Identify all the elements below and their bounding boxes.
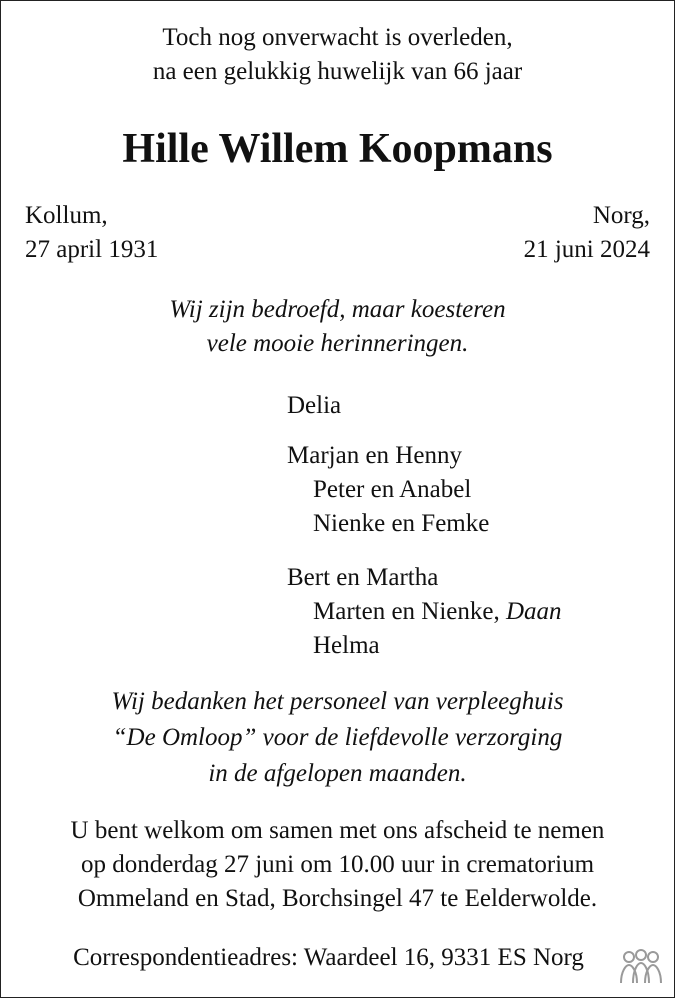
birth-place: Kollum, [25, 202, 108, 229]
farewell-line-2: op donderdag 27 juni om 10.00 uur in crematorium [80, 851, 595, 878]
child-family-1: Marjan en Henny [287, 442, 462, 469]
thanks-line-3: in de afgelopen maanden. [208, 760, 467, 787]
death-place: Norg, [592, 202, 650, 229]
spouse-name: Delia [287, 392, 342, 419]
deceased-name: Hille Willem Koopmans [122, 126, 553, 172]
grandchildren-4: Helma [313, 632, 380, 659]
grandchildren-3-names: Marten en Nienke, [313, 598, 506, 625]
intro-line-2: na een gelukkig huwelijk van 66 jaar [152, 58, 523, 85]
birth-date: 27 april 1931 [25, 236, 159, 263]
grandchildren-1: Peter en Anabel [313, 476, 472, 503]
child-family-2: Bert en Martha [287, 564, 439, 591]
death-date: 21 juni 2024 [523, 236, 650, 263]
sentiment-line-1: Wij zijn bedroefd, maar koesteren [169, 296, 506, 323]
grandchildren-2: Nienke en Femke [313, 510, 490, 537]
correspondence-address: Correspondentieadres: Waardeel 16, 9331 ES Norg [73, 944, 584, 971]
sentiment-line-2: vele mooie herinneringen. [206, 330, 469, 357]
great-grandchild-name: Daan [505, 598, 562, 625]
intro-line-1: Toch nog onverwacht is overleden, [162, 24, 513, 51]
people-group-icon [618, 949, 664, 985]
grandchildren-3 [313, 597, 562, 627]
farewell-line-3: Ommeland en Stad, Borchsingel 47 te Eelderwolde. [77, 885, 598, 912]
thanks-line-1: Wij bedanken het personeel van verpleeghuis [111, 688, 564, 715]
thanks-line-2: “De Omloop” voor de liefdevolle verzorging [112, 724, 563, 751]
farewell-line-1: U bent welkom om samen met ons afscheid te nemen [70, 817, 605, 844]
